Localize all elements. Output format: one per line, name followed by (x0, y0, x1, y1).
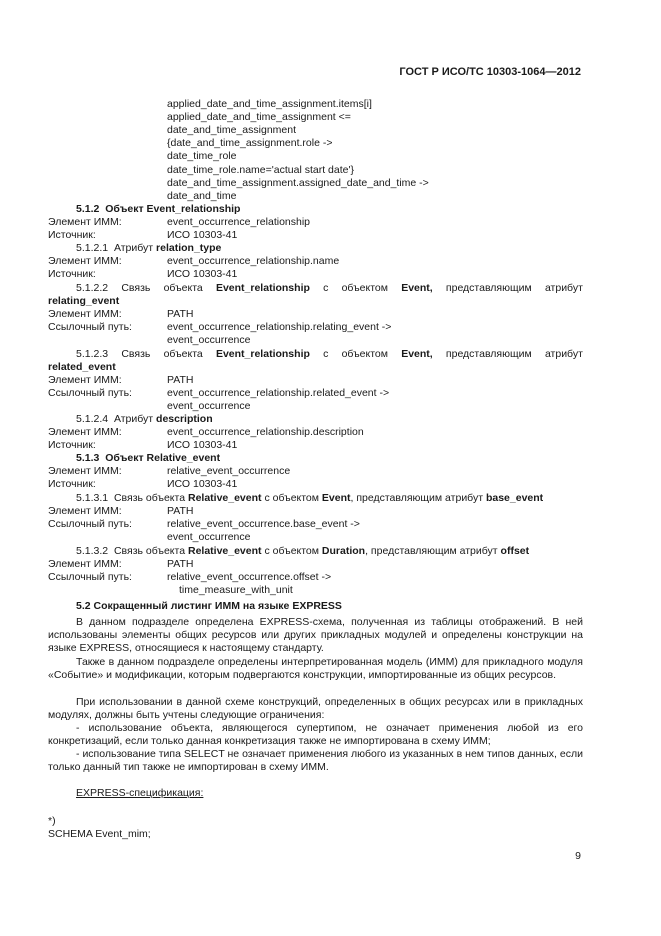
section-prefix: Атрибут (113, 413, 154, 425)
ref-path-value: event_occurrence_relationship.related_event -> (167, 387, 390, 399)
section-number: 5.1.3.1 (76, 492, 109, 504)
mim-element-label: Элемент ИММ: (48, 426, 122, 438)
source-label: Источник: (48, 478, 96, 490)
section-title: Объект Relative_event (105, 452, 221, 464)
mim-element-label: Элемент ИММ: (48, 505, 122, 517)
heading-text: с объектом (264, 545, 319, 557)
attribute-name: relation_type (156, 242, 222, 254)
entity-name: Relative_event (187, 545, 262, 557)
section-title: Объект Event_relationship (105, 203, 241, 215)
paragraph: В данном подразделе определена EXPRESS-схема, полученная из таблицы отображений. В ней использованы элементы общих ресурсов или других прикладных модулей и определены конструкции на языке EXPRESS, относящиеся к настоящему стандарту. (48, 616, 583, 654)
ref-path-label: Ссылочный путь: (48, 518, 132, 530)
ref-path-value: event_occurrence (167, 531, 251, 543)
mim-element-label: Элемент ИММ: (48, 558, 122, 570)
express-spec-label: EXPRESS-спецификация: (76, 787, 204, 799)
attribute-name: relating_event (48, 295, 120, 307)
source-label: Источник: (48, 268, 96, 280)
heading-text: Связь объекта (113, 545, 186, 557)
ref-path-value: event_occurrence (167, 400, 251, 412)
section-heading-5-1-2-3 (76, 348, 583, 360)
mim-element-label: Элемент ИММ: (48, 374, 122, 386)
page-number: 9 (575, 850, 581, 862)
mim-element-value: event_occurrence_relationship.name (167, 255, 340, 267)
mim-element-value: PATH (167, 374, 194, 386)
source-label: Источник: (48, 439, 96, 451)
section-prefix: Атрибут (113, 242, 154, 254)
entity-name: Event_relationship (215, 282, 310, 294)
mim-element-label: Элемент ИММ: (48, 255, 122, 267)
code-line: *) (48, 815, 56, 827)
ref-path-value: event_occurrence (167, 334, 251, 346)
mim-element-value: event_occurrence_relationship (167, 216, 311, 228)
mim-element-label: Элемент ИММ: (48, 465, 122, 477)
ref-line: date_and_time_assignment (167, 124, 297, 136)
mim-element-value: PATH (167, 308, 194, 320)
section-number: 5.1.2 (76, 203, 100, 215)
heading-text: , представляющим атрибут (365, 545, 498, 557)
heading-word: Связь (121, 282, 151, 294)
ref-line: date_time_role (167, 150, 237, 162)
ref-line: date_time_role.name='actual start date'} (167, 164, 355, 176)
section-number: 5.1.3 (76, 452, 100, 464)
ref-path-label: Ссылочный путь: (48, 571, 132, 583)
section-heading-5-2: 5.2 Сокращенный листинг ИММ на языке EXPRESS (76, 600, 342, 612)
attribute-name: offset (500, 545, 530, 557)
section-heading-5-1-2-4 (76, 413, 213, 425)
heading-word: объектом (341, 282, 388, 294)
section-heading-5-1-2 (76, 203, 240, 215)
entity-name: Duration (321, 545, 366, 557)
mim-element-label: Элемент ИММ: (48, 308, 122, 320)
ref-path-value: event_occurrence_relationship.relating_event -> (167, 321, 392, 333)
paragraph: Также в данном подразделе определены интерпретированная модель (ИММ) для прикладного модуля «Событие» и модификации, которым подвергаются конструкции, импортированные из общих ресурсов. (48, 656, 583, 681)
entity-name: Event_relationship (215, 348, 310, 360)
list-item: - использование типа SELECT не означает применения любого из указанных в нем типов данных, если только данный тип также не импортирован в схему ИММ. (48, 748, 583, 773)
heading-word: объекта (163, 348, 203, 360)
entity-name: Event (321, 492, 351, 504)
source-label: Источник: (48, 229, 96, 241)
attribute-name: description (156, 413, 213, 425)
ref-path-value: relative_event_occurrence.offset -> (167, 571, 332, 583)
entity-name: Event, (401, 282, 433, 294)
section-number: 5.1.3.2 (76, 545, 109, 557)
mim-element-value: PATH (167, 558, 194, 570)
heading-word: Связь (121, 348, 151, 360)
source-value: ИСО 10303-41 (167, 268, 238, 280)
ref-path-label: Ссылочный путь: (48, 321, 132, 333)
heading-word: с (323, 282, 329, 294)
source-value: ИСО 10303-41 (167, 439, 238, 451)
ref-path-value: relative_event_occurrence.base_event -> (167, 518, 360, 530)
section-number: 5.1.2.4 (76, 413, 109, 425)
heading-text: с объектом (264, 492, 319, 504)
mim-element-value: PATH (167, 505, 194, 517)
attribute-name: related_event (48, 361, 116, 373)
heading-word: объекта (163, 282, 203, 294)
ref-line: {date_and_time_assignment.role -> (167, 137, 333, 149)
section-number: 5.1.2.1 (76, 242, 109, 254)
ref-line: applied_date_and_time_assignment.items[i] (167, 98, 372, 110)
entity-name: Relative_event (187, 492, 262, 504)
mim-element-value: event_occurrence_relationship.description (167, 426, 364, 438)
source-value: ИСО 10303-41 (167, 478, 238, 490)
heading-word: атрибут (544, 348, 583, 360)
ref-path-value: time_measure_with_unit (179, 584, 293, 596)
ref-line: date_and_time_assignment.assigned_date_and_time -> (167, 177, 429, 189)
ref-line: date_and_time (167, 190, 237, 202)
section-heading-5-1-2-1 (76, 242, 221, 254)
heading-word: представляющим (445, 348, 532, 360)
source-value: ИСО 10303-41 (167, 229, 238, 241)
section-number: 5.1.2.3 (76, 348, 109, 360)
page-header: ГОСТ Р ИСО/ТС 10303-1064—2012 (399, 66, 581, 78)
section-heading-5-1-3 (76, 452, 220, 464)
section-number: 5.1.2.2 (76, 282, 109, 294)
heading-word: с (323, 348, 329, 360)
ref-line: applied_date_and_time_assignment <= (167, 111, 351, 123)
section-heading-5-1-2-2 (76, 282, 583, 294)
section-heading-5-1-3-2 (76, 545, 529, 557)
heading-text: Связь объекта (113, 492, 186, 504)
heading-word: атрибут (544, 282, 583, 294)
heading-word: объектом (341, 348, 388, 360)
mim-element-value: relative_event_occurrence (167, 465, 291, 477)
heading-word: представляющим (445, 282, 532, 294)
entity-name: Event, (401, 348, 433, 360)
ref-path-label: Ссылочный путь: (48, 387, 132, 399)
mim-element-label: Элемент ИММ: (48, 216, 122, 228)
heading-text: , представляющим атрибут (350, 492, 484, 504)
attribute-name: base_event (485, 492, 544, 504)
section-heading-5-1-3-1 (76, 492, 543, 504)
paragraph: При использовании в данной схеме конструкций, определенных в общих ресурсах или в прикладных модулях, должны быть учтены следующие ограничения: (48, 696, 583, 721)
list-item: - использование объекта, являющегося супертипом, не означает применения любой из его конкретизаций, если только данная конкретизация также не импортирована в схему ИММ; (48, 722, 583, 747)
code-line: SCHEMA Event_mim; (48, 828, 151, 840)
